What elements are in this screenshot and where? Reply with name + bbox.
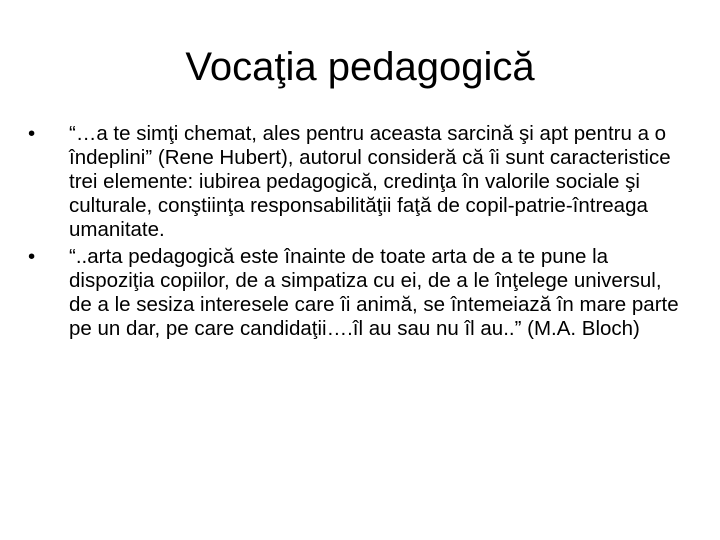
bullet-icon: • xyxy=(28,122,36,145)
bullet-item xyxy=(28,122,688,242)
bullet-text: “..arta pedagogică este înainte de toate arta de a te pune la dispoziţia copiilor, de a simpatiza cu ei, de a le înţelege universul, de a le sesiza interesele care îi animă, se întemeiază în mare parte pe un dar, pe care candidaţii….îl au sau nu îl au..” (M.A. Bloch) xyxy=(69,245,679,340)
slide-title: Vocaţia pedagogică xyxy=(185,45,535,89)
bullet-list xyxy=(28,122,688,344)
bullet-item xyxy=(28,245,688,341)
bullet-text: “…a te simţi chemat, ales pentru aceasta sarcină şi apt pentru a o îndeplini” (Rene Hubert), autorul consideră că îi sunt caracteristice trei elemente: iubirea pedagogică, credinţa în valorile sociale şi culturale, conştiinţa responsabilităţii faţă de copil-patrie-întreaga umanitate. xyxy=(69,122,671,241)
bullet-icon: • xyxy=(28,245,36,268)
